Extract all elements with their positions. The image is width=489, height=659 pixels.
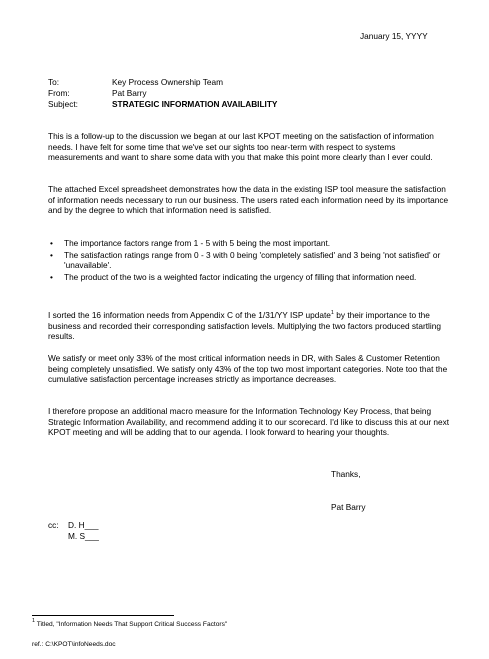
footnote <box>32 620 227 631</box>
bullet-list <box>48 238 452 283</box>
bullet-text: The importance factors range from 1 - 5 with 5 being the most important. <box>64 238 331 248</box>
file-reference: ref.: C:\KPOT\infoNeeds.doc <box>32 641 116 648</box>
paragraph-proposal: I therefore propose an additional macro measure for the Information Technology Key Process, that being Strategic Information Availability, and recommend adding it to our scorecard. I'd like to discuss this at our next KPOT meeting and will be adding that to our agenda. I look forward to hearing your thoughts. <box>48 406 450 438</box>
bullet-item <box>48 250 452 271</box>
signature-name: Pat Barry <box>331 502 366 512</box>
paragraph-sorted-needs <box>48 310 452 342</box>
paragraph-intro: This is a follow-up to the discussion we began at our last KPOT meeting on the satisfaction of information needs. I have felt for some time that we've set our sights too near-term with respect to systems measurements and want to share some data with you that make this point more clearly than I ever could. <box>48 131 434 163</box>
closing-text: Thanks, <box>331 469 361 479</box>
subject-value: STRATEGIC INFORMATION AVAILABILITY <box>112 99 278 109</box>
bullet-dot: • <box>50 249 53 260</box>
bullet-dot: • <box>50 271 53 282</box>
bullet-item <box>48 272 452 283</box>
paragraph-spreadsheet: The attached Excel spreadsheet demonstrates how the data in the existing ISP tool measure the satisfaction of information needs necessary to run our business. The users rated each information need by its importance and by the degree to which that information need is satisfied. <box>48 184 449 216</box>
cc-label: cc: <box>48 520 59 530</box>
bullet-dot: • <box>50 238 53 248</box>
subject-label: Subject: <box>48 99 78 109</box>
bullet-item <box>48 238 452 249</box>
paragraph-sorted-needs-start: I sorted the 16 information needs from Appendix C of the 1/31/YY ISP update <box>48 310 331 320</box>
letter-date: January 15, YYYY <box>360 31 428 41</box>
bullet-text: The product of the two is a weighted factor indicating the urgency of filling that information need. <box>64 271 417 282</box>
to-value: Key Process Ownership Team <box>112 77 223 87</box>
from-value: Pat Barry <box>112 88 147 98</box>
paragraph-results: We satisfy or meet only 33% of the most critical information needs in DR, with Sales & Customer Retention being completely unsatisfied. We satisfy only 43% of the top two most important categories. Note too that the cumulative satisfaction percentage increases strictly as importance decreases. <box>48 353 448 385</box>
cc-recipient: M. S___ <box>68 531 99 541</box>
footnote-reference: 1 <box>330 310 334 316</box>
footnote-text: Titled, "Information Needs That Support Critical Success Factors" <box>35 621 228 628</box>
cc-recipient: D. H___ <box>68 520 99 530</box>
footnote-number: 1 <box>32 618 36 624</box>
paragraph-sorted-needs-end: by their importance to the business and recorded their corresponding satisfaction levels. Multiplying the two factors produced startling results. <box>48 310 441 342</box>
to-label: To: <box>48 77 60 87</box>
footnote-divider <box>32 615 174 616</box>
bullet-text: The satisfaction ratings range from 0 - 3 with 0 being 'completely satisfied' and 3 being 'not satisfied' or 'unavailable'. <box>64 249 441 271</box>
from-label: From: <box>48 88 70 98</box>
